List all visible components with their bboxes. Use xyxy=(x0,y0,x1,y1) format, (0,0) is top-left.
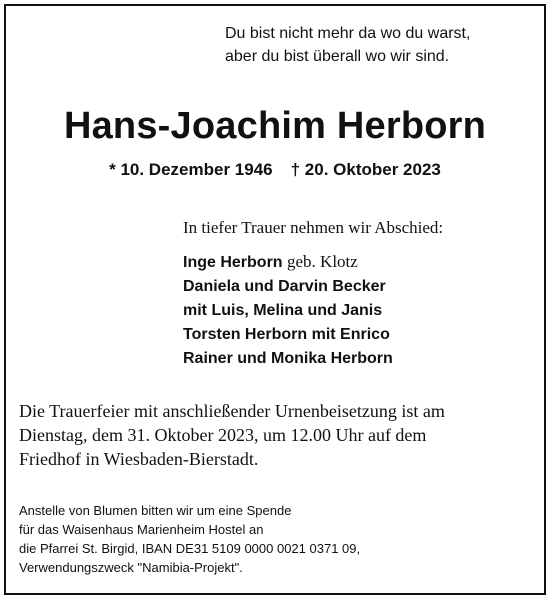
ceremony-line: Die Trauerfeier mit anschließender Urnenbeisetzung ist am xyxy=(19,401,445,421)
mourner-maiden-name: geb. Klotz xyxy=(287,252,358,271)
obituary-notice xyxy=(4,4,546,595)
mourner-name: Inge Herborn xyxy=(183,254,283,271)
life-dates xyxy=(6,160,544,180)
mourner-line: Rainer und Monika Herborn xyxy=(183,350,393,367)
donation-line: für das Waisenhaus Marienheim Hostel an xyxy=(19,522,264,537)
quote-line-1: Du bist nicht mehr da wo du warst, xyxy=(225,25,471,42)
donation-line: Verwendungszweck "Namibia-Projekt". xyxy=(19,560,243,575)
memorial-quote xyxy=(225,22,470,68)
ceremony-line: Dienstag, dem 31. Oktober 2023, um 12.00 Uhr auf dem xyxy=(19,425,427,445)
birth-date: * 10. Dezember 1946 xyxy=(109,160,273,179)
ceremony-line: Friedhof in Wiesbaden-Bierstadt. xyxy=(19,449,259,469)
quote-line-2: aber du bist überall wo wir sind. xyxy=(225,48,450,65)
farewell-intro: In tiefer Trauer nehmen wir Abschied: xyxy=(183,218,444,237)
mourner-line: Daniela und Darvin Becker xyxy=(183,278,386,295)
ceremony-details xyxy=(19,399,445,471)
mourner-line xyxy=(183,250,393,275)
death-date: † 20. Oktober 2023 xyxy=(290,160,441,179)
mourner-line: Torsten Herborn mit Enrico xyxy=(183,326,390,343)
deceased-name: Hans-Joachim Herborn xyxy=(63,105,487,147)
donation-line: die Pfarrei St. Birgid, IBAN DE31 5109 0000 0021 0371 09, xyxy=(19,541,361,556)
donation-line: Anstelle von Blumen bitten wir um eine Spende xyxy=(19,503,292,518)
mourners-list xyxy=(183,250,393,371)
mourner-line: mit Luis, Melina und Janis xyxy=(183,302,383,319)
donation-request xyxy=(19,501,360,577)
